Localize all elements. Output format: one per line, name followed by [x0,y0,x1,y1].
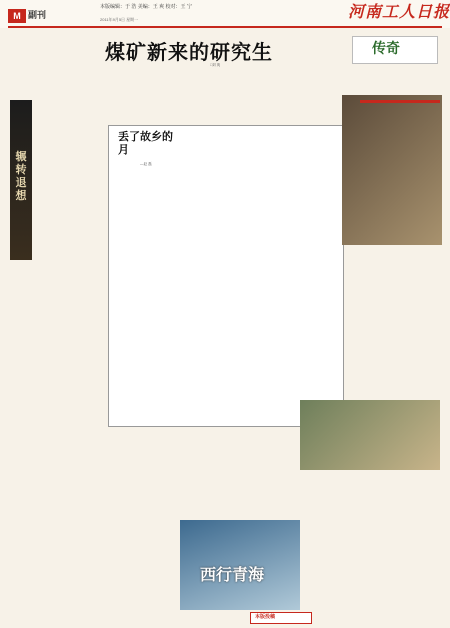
poem-author: —赵 磊 [140,162,152,166]
left-column-body [35,100,103,420]
bottom-feature-title: 西行青海 [200,565,265,584]
bottom-right-column [305,475,440,610]
header-rule [8,26,442,28]
main-article-body [100,70,350,125]
bottom-center-text [180,470,300,518]
notice-label: 本版投稿 [255,614,276,620]
section-name: 副刊 [28,11,47,21]
main-byline: □刘 爽 [210,63,221,67]
feature-photo [342,95,442,245]
poem-column-1 [112,172,160,352]
poem-title: 丢了故乡的月 [118,130,173,156]
issue-date: 2011年9月5日 星期一 [100,17,139,22]
main-headline: 煤矿新来的研究生 [105,40,273,64]
photo-accent-bar [360,100,440,103]
right-column-text [342,62,442,98]
paper-logo: 河南工人日报 [348,2,450,21]
poem-column-4 [252,260,298,380]
masthead-credits: 本版编辑：于 浩 美编：王 爽 校对：王 宁 [100,4,192,10]
right-lower-text [342,250,442,395]
poem-column-2 [162,172,202,352]
poem-column-3 [204,260,250,380]
section-code-badge: M [8,9,26,23]
bottom-left-column [10,430,120,620]
left-feature-title: 辗转退想 [15,150,27,202]
secondary-photo [300,400,440,470]
lead-text-block [35,30,97,100]
feature-tag: 传奇 [372,41,400,57]
bottom-mid-column [125,430,175,515]
left-narrow-column [10,262,34,422]
